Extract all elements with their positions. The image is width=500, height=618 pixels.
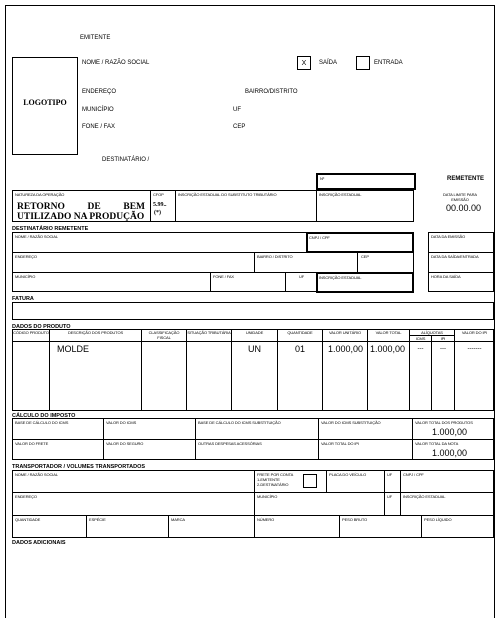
valor-total-ipi-label: VALOR TOTAL DO IPI bbox=[321, 441, 359, 446]
th-quantidade: QUANTIDADE bbox=[287, 330, 313, 335]
dest-fone-label: FONE / FAX bbox=[213, 274, 235, 279]
dest-data-saida-label: DATA DA SAÍDA/ENTRADA bbox=[431, 254, 479, 259]
divider bbox=[384, 470, 385, 515]
bairro-label: BAIRRO/DISTRITO bbox=[245, 89, 298, 95]
transp-ie-label: INSCRIÇÃO ESTADUAL bbox=[403, 494, 446, 499]
transp-especie-label: ESPÉCIE bbox=[89, 517, 106, 522]
th-unidade: UNIDADE bbox=[245, 330, 264, 335]
divider bbox=[12, 439, 494, 440]
ie-label: INSCRIÇÃO ESTADUAL bbox=[319, 192, 362, 197]
fone-label: FONE / FAX bbox=[82, 124, 116, 130]
transp-uf-label: UF bbox=[387, 472, 393, 477]
divider bbox=[326, 470, 327, 492]
divider bbox=[400, 470, 401, 515]
transp-nome-label: NOME / RAZÃO SOCIAL bbox=[15, 472, 58, 477]
divider bbox=[421, 515, 422, 538]
divider bbox=[12, 492, 494, 493]
logo-box bbox=[12, 57, 78, 155]
divider bbox=[339, 515, 340, 538]
row-descricao: MOLDE bbox=[57, 344, 90, 354]
outras-despesas-label: OUTRAS DESPESAS ACESSÓRIAS bbox=[198, 441, 262, 446]
divider bbox=[210, 272, 211, 292]
row-valor-unitario: 1.000,00 bbox=[328, 344, 364, 354]
adicionais-title: DADOS ADICIONAIS bbox=[12, 540, 66, 546]
th-icms: ICMS bbox=[415, 336, 426, 341]
base-icms-label: BASE DE CÁLCULO DO ICMS bbox=[15, 420, 69, 425]
nome-label: NOME / RAZÃO SOCIAL bbox=[82, 60, 150, 66]
cep-label: CEP bbox=[233, 124, 246, 130]
divider bbox=[49, 329, 50, 411]
dest-data-emissao-label: DATA DA EMISSÃO bbox=[431, 234, 466, 239]
frete-opt1-label: 1-EMITENTE bbox=[257, 477, 280, 482]
divider bbox=[103, 418, 104, 460]
data-limite-label: DATA LIMITE PARA EMISSÃO bbox=[443, 192, 477, 202]
valor-total-produtos-value: 1.000,00 bbox=[432, 427, 468, 437]
divider bbox=[254, 470, 255, 492]
valor-total-nota-value: 1.000,00 bbox=[432, 448, 468, 458]
th-valor-total: VALOR TOTAL bbox=[375, 330, 402, 335]
remetente-label: REMETENTE bbox=[447, 176, 485, 182]
dest-cep-label: CEP bbox=[361, 254, 369, 259]
divider bbox=[316, 190, 317, 222]
frete-checkbox[interactable] bbox=[303, 474, 317, 488]
row-valor-total: 1.000,00 bbox=[370, 344, 406, 354]
row-quantidade: 01 bbox=[294, 344, 305, 354]
transp-numero-label: NÚMERO bbox=[257, 517, 275, 522]
divider bbox=[175, 190, 176, 222]
th-codigo: CÓDIGO PRODUTO bbox=[13, 330, 49, 335]
logo-text: LOGOTIPO bbox=[23, 98, 67, 107]
divider bbox=[322, 329, 323, 411]
th-ipi: IPI bbox=[440, 336, 446, 341]
divider bbox=[428, 252, 494, 253]
th-descricao: DESCRIÇÃO DOS PRODUTOS bbox=[67, 330, 124, 335]
fatura-box bbox=[12, 302, 494, 320]
cfop-label: CFOP bbox=[153, 192, 164, 197]
natureza-line1: RETORNO DE BEM bbox=[17, 202, 145, 212]
divider bbox=[86, 515, 87, 538]
data-limite-value: 00.00.00 bbox=[446, 203, 482, 213]
valor-total-nota-label: VALOR TOTAL DA NOTA bbox=[415, 441, 459, 446]
divider bbox=[195, 418, 196, 460]
divider bbox=[12, 341, 494, 342]
valor-icms-label: VALOR DO ICMS bbox=[106, 420, 137, 425]
placa-label: PLACA DO VEÍCULO bbox=[329, 472, 367, 477]
fatura-title: FATURA bbox=[12, 296, 34, 302]
divider bbox=[141, 329, 142, 411]
th-situacao: SITUAÇÃO TRIBUTÁRIA bbox=[187, 330, 231, 335]
divider bbox=[168, 515, 169, 538]
natureza-line2: UTILIZADO NA PRODUÇÃO bbox=[17, 212, 145, 222]
divider bbox=[254, 515, 255, 538]
saida-label: SAÍDA bbox=[319, 60, 338, 66]
dest-cnpj-label: CNPJ / CPF bbox=[309, 235, 330, 240]
transp-cnpj-label: CNPJ / CPF bbox=[403, 472, 424, 477]
divider bbox=[254, 252, 255, 272]
transp-peso-bruto-label: PESO BRUTO bbox=[342, 517, 368, 522]
entrada-label: ENTRADA bbox=[374, 60, 403, 66]
divider bbox=[367, 329, 368, 411]
dest-dates-block bbox=[428, 232, 494, 292]
emitente-label: EMITENTE bbox=[80, 35, 111, 41]
frete-conta-label: FRETE POR CONTA bbox=[257, 472, 294, 477]
numero-box bbox=[316, 173, 416, 190]
endereco-label: ENDEREÇO bbox=[82, 89, 117, 95]
divider bbox=[231, 329, 232, 411]
dest-cnpj-box bbox=[306, 232, 414, 253]
dest-ie-box bbox=[316, 272, 414, 293]
base-subst-label: BASE DE CÁLCULO DO ICMS SUBSTITUIÇÃO bbox=[198, 420, 281, 425]
dest-hora-saida-label: HORA DA SAÍDA bbox=[431, 274, 461, 279]
dest-bairro-label: BAIRRO / DISTRITO bbox=[257, 254, 293, 259]
municipio-label: MUNICÍPIO bbox=[82, 107, 114, 113]
numero-label: Nº bbox=[320, 176, 325, 181]
cfop-value: 5.99.. bbox=[153, 202, 167, 208]
uf-label: UF bbox=[233, 107, 241, 113]
cfop-note: (*) bbox=[154, 210, 161, 216]
imposto-title: CÁLCULO DO IMPOSTO bbox=[12, 413, 76, 419]
valor-total-produtos-label: VALOR TOTAL DOS PRODUTOS bbox=[415, 420, 473, 425]
divider bbox=[150, 190, 151, 222]
divider bbox=[285, 272, 286, 292]
divider bbox=[318, 418, 319, 460]
transp-peso-liquido-label: PESO LÍQUIDO bbox=[424, 517, 452, 522]
divider bbox=[277, 329, 278, 411]
th-aliquotas: ALÍQUOTAS bbox=[421, 330, 443, 335]
dest-municipio-label: MUNICÍPIO bbox=[15, 274, 36, 279]
valor-seguro-label: VALOR DO SEGURO bbox=[106, 441, 144, 446]
row-valor-ipi: ------- bbox=[467, 346, 482, 352]
produtos-title: DADOS DO PRODUTO bbox=[12, 324, 71, 330]
divider bbox=[254, 492, 255, 515]
divider bbox=[186, 329, 187, 411]
transp-quantidade-label: QUANTIDADE bbox=[15, 517, 41, 522]
divider bbox=[454, 329, 455, 411]
dest-endereco-label: ENDEREÇO bbox=[15, 254, 37, 259]
th-valor-unitario: VALOR UNITÁRIO bbox=[328, 330, 362, 335]
divider bbox=[412, 418, 413, 460]
transp-marca-label: MARCA bbox=[171, 517, 185, 522]
transp-endereco-label: ENDEREÇO bbox=[15, 494, 37, 499]
dest-ie-label: INSCRIÇÃO ESTADUAL bbox=[319, 275, 362, 280]
valor-subst-label: VALOR DO ICMS SUBSTITUIÇÃO bbox=[321, 420, 381, 425]
dest-nome-label: NOME / RAZÃO SOCIAL bbox=[15, 234, 58, 239]
row-ipi: --- bbox=[440, 346, 446, 352]
th-valor-ipi: VALOR DO IPI bbox=[461, 330, 488, 335]
destinatario-title: DESTINATÁRIO REMETENTE bbox=[12, 226, 89, 232]
divider bbox=[357, 252, 358, 272]
transportador-title: TRANSPORTADOR / VOLUMES TRANSPORTADOS bbox=[12, 464, 146, 470]
th-classificacao: CLASSIFICAÇÃO FISCAL bbox=[148, 330, 180, 340]
valor-frete-label: VALOR DO FRETE bbox=[15, 441, 49, 446]
dest-uf-label: UF bbox=[299, 274, 305, 279]
divider bbox=[428, 272, 494, 273]
frete-opt2-label: 2-DESTINATÁRIO bbox=[257, 482, 289, 487]
entrada-checkbox[interactable] bbox=[356, 56, 370, 70]
transp-uf2-label: UF bbox=[387, 494, 393, 499]
ie-subst-label: INSCRIÇÃO ESTADUAL DO SUBSTITUTO TRIBUTÁRIO bbox=[178, 192, 277, 197]
destinatario-header-label: DESTINATÁRIO / bbox=[102, 157, 150, 163]
natureza-label: NATUREZA DA OPERAÇÃO bbox=[15, 192, 65, 197]
row-icms: --- bbox=[417, 346, 424, 352]
divider bbox=[409, 329, 410, 411]
saida-mark: X bbox=[301, 60, 307, 67]
row-unidade: UN bbox=[248, 344, 261, 354]
transp-municipio-label: MUNICÍPIO bbox=[257, 494, 278, 499]
saida-checkbox[interactable] bbox=[297, 56, 311, 70]
